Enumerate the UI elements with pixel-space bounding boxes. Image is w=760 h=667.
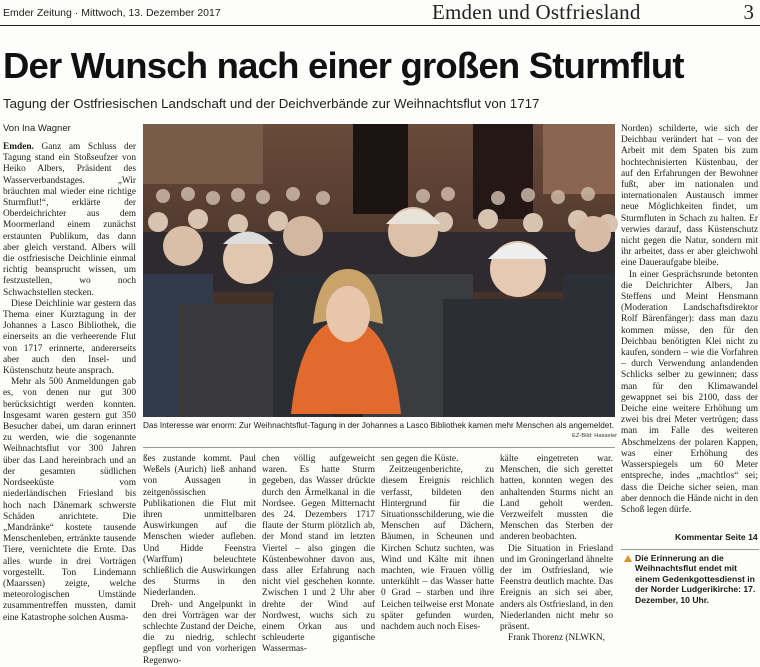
article-column-3: [262, 454, 375, 655]
masthead: [0, 0, 760, 26]
paragraph-text: Diese Deichlinie war gestern das Thema einer Kurztagung in der Johannes a Lasco Bibliothek, die einerseits an die verheerende Flut von 1717 erinnerte, andererseits aber auch den Insel- und Küstenschutz heute ansprach.: [3, 298, 136, 377]
masthead-date: Emder Zeitung · Mittwoch, 13. Dezember 2017: [3, 7, 221, 19]
paragraph-text: sen gegen die Küste.: [381, 454, 459, 464]
article-column-5: [500, 454, 613, 644]
paragraph: [621, 270, 758, 516]
article-subheadline: Tagung der Ostfriesischen Landschaft und der Deichverbände zur Weihnachtsflut von 1717: [3, 96, 540, 111]
triangle-icon: [624, 555, 632, 562]
paragraph-text: chen völlig aufgeweicht waren. Es hatte Sturm gegeben, das Wasser drückte durch den Ärmelkanal in die Nordsee. Gegen Mitternacht des 24. Dezembers 1717 flaute der Sturm plötzlich ab, der Mond stand im letzten Viertel – also gingen die Küstenbewohner davon aus, dass aller Erfahrung nach nicht viel geschehen konnte. Zwischen 1 und 2 Uhr aber drehte der Wind auf Nordwest, wuchs sich zu einem Orkan aus und schleuderte gigantische Wassermas-: [262, 454, 375, 655]
photo-caption: Das Interesse war enorm: Zur Weihnachtsflut-Tagung in der Johannes a Lasco Bibliothek kamen mehr Menschen als angemeldet.: [143, 421, 614, 430]
audience-photo-illustration: [143, 124, 615, 417]
article-column-1: [3, 142, 136, 623]
paragraph-text: Frank Thorenz (NLWKN,: [508, 633, 605, 644]
commentary-reference: Kommentar Seite 14: [675, 532, 758, 542]
article-byline: Von Ina Wagner: [3, 123, 71, 134]
paragraph: [381, 465, 494, 633]
paragraph: [621, 124, 758, 270]
paragraph: [3, 142, 136, 299]
paragraph-text: ßes zustande kommt. Paul Weßels (Aurich) ließ anhand von Aussagen in zeitgenössischen Publikationen die Flut mit ihren unmittelbaren Auswirkungen auf die Menschen wieder aufleben. Und Hidde Feenstra (Warffum) beleuchtete schließlich die Auswirkungen des Sturms in den Niederlanden.: [143, 454, 256, 599]
paragraph-text: Ganz am Schluss der Tagung stand ein Stoßseufzer von Heiko Albers, Präsident des Wasserverbandstages. „Wir bräuchten mal wieder eine richtige Sturmflut!“, erklärte der Oberdeichrichter aus dem Moormerland einem zunächst erstaunten Publikum, das dann aber gleich verstand. Albers will die ostfriesische Deichlinie einmal richtig beansprucht wissen, um festzustellen, wo noch Schwachstellen stecken.: [3, 142, 136, 298]
paragraph-text: kälte eingetreten war. Menschen, die sich gerettet hatten, konnten wegen des anhaltenden Sturms nicht an Land geholt werden. Verzweifelt mussten die Menschen das Sterben der anderen beobachten.: [500, 454, 613, 543]
paragraph: [381, 454, 494, 465]
paragraph-text: Mehr als 500 Anmeldungen gab es, von denen nur gut 300 berücksichtigt werden konnten. Insgesamt waren gestern gut 350 Besucher dabei, um daran erinnert zu werden, wie die sogenannte Weihnachtsflut vor 300 Jahren über das Land hereinbrach und an der gesamten südlichen Nordseeküste vom niederländischen Friesland bis hoch nach Dänemark schwerste Schäden anrichtete. Die „Mandränke“ kostete tausende Menschenleben, ertränkte tausende Tiere, vernichtete die Ernte. Das alles wurde in drei Vorträgen vorgestellt. Ton Lindemann (Maarssen) zeigte, welche meteorologischen Umstände zusammentreffen mussten, damit eine Katastrophe solchen Ausma-: [3, 377, 136, 623]
paragraph: [3, 377, 136, 623]
page-number: 3: [743, 0, 754, 24]
paragraph-text: Die Situation in Friesland und im Groningerland ähnelte der im Ostfriesland, wie Feenstra deutlich machte. Das Ereignis an sich sei aber, anders als Ostfriesland, in den Niederlanden nicht mehr so präsent.: [500, 543, 613, 633]
paragraph: [143, 600, 256, 667]
article-column-6: [621, 124, 758, 528]
paragraph-text: In einer Gesprächsrunde betonten die Deichrichter Albers, Jan Steffens und Meint Hensmann (Moderation Landschaftsdirektor Rolf Bärenfänger): dass man dazu kommen müsse, den für den Deichbau benötigten Klei nicht zu kaufen, sondern – wie die Vorfahren – durch Verwendung anlandenden Schlicks selber zu gewinnen; dass man für den Klimawandel gewappnet sei bis 2100, dass der Deiche eine weitere Erhöhung um zwei bis drei Meter vertrügen; dass man im Falle des weiteren Abschmelzens der polaren Kappen, was einer Erhöhung des Wasserspiegels um 60 Meter entspreche, indes „machtlos“ sei; dass die Deiche sicher seien, man aber dennoch die Hände nicht in den Schoß legen dürfe.: [621, 269, 758, 515]
dateline: Emden.: [3, 142, 34, 152]
paragraph-text: Zeitzeugenberichte, zu diesem Ereignis reichlich verfasst, bildeten den Hintergrund für die Situationsschilderung, wie die Menschen auf Dächern, Bäumen, in Scheunen und Kirchen Schutz suchten, was Wind und Kälte mit ihnen machten, wie Frauen völlig unterkühlt – das Wasser hatte 0 Grad – starben und ihre Leichen teilweise erst Monate später gefunden wurden, nachdem auch noch Eises-: [381, 465, 494, 633]
paragraph: [500, 544, 613, 634]
photo-credit: EZ-Bild: Hasseler: [572, 433, 618, 439]
paragraph: [262, 454, 375, 656]
info-box-text: Die Erinnerung an die Weihnachtsflut endet mit einem Gedenkgottesdienst in der Norder Ludgerikirche: 17. Dezember, 10 Uhr.: [635, 553, 756, 605]
paragraph-text: Norden) schilderte, wie sich der Deichbau verändert hat – von der Arbeit mit dem Spaten bis zum hochtechnisierten Küstenbau, der auf den Erfahrungen der Bewohner fußt, aber im nationalen und internationalen Austausch immer neue Möglichkeiten findet, um Sturmfluten in Schach zu halten. Er verwies darauf, dass Küstenschutz nicht gegen die Natur, sondern mit ihr arbeitet, dass er aber gleichwohl eine Daueraufgabe bleibe.: [621, 124, 758, 269]
paragraph: [500, 633, 613, 644]
paragraph: [3, 299, 136, 377]
masthead-section-title: Emden und Ostfriesland: [432, 0, 641, 24]
paragraph: [143, 454, 256, 600]
article-column-4: [381, 454, 494, 633]
caption-divider: [143, 447, 615, 448]
paragraph: [500, 454, 613, 544]
article-column-2: [143, 454, 256, 666]
info-box: [621, 549, 759, 619]
article-headline: Der Wunsch nach einer großen Sturmflut: [3, 45, 684, 86]
paragraph-text: Dreh- und Angelpunkt in den drei Vorträgen war der schlechte Zustand der Deiche, die zu niedrig, schlecht gepflegt und von vorherigen Regenwo-: [143, 599, 256, 666]
event-photo: [143, 124, 615, 417]
